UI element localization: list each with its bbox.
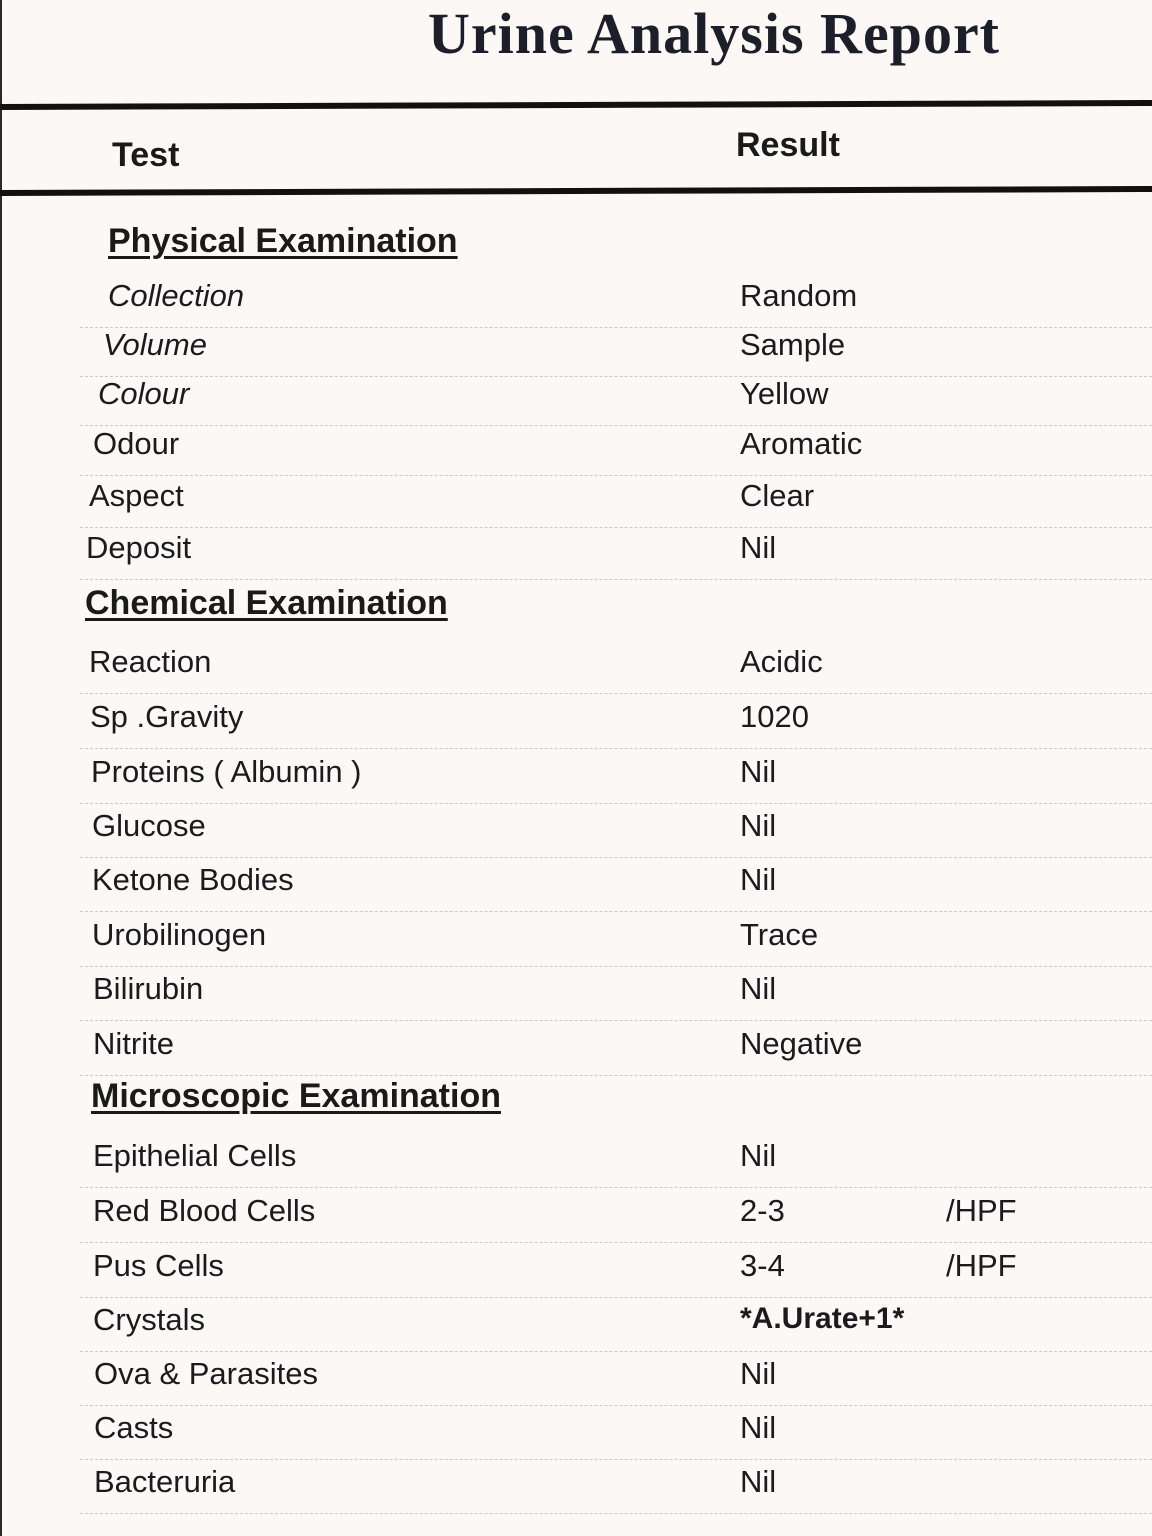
- test-result: Aromatic: [740, 426, 863, 461]
- table-row: [0, 274, 1152, 328]
- row-divider: [80, 579, 1152, 580]
- section-heading-microscopic: Microscopic Examination: [91, 1077, 501, 1115]
- test-label: Nitrite: [93, 1026, 174, 1061]
- table-row: [0, 640, 1152, 694]
- table-row: [0, 967, 1152, 1021]
- result-unit: /HPF: [946, 1193, 1017, 1228]
- test-result: Clear: [740, 478, 815, 513]
- test-label: Bacteruria: [94, 1464, 236, 1499]
- test-result: Random: [740, 278, 858, 313]
- test-label: Odour: [93, 426, 180, 461]
- test-label: Volume: [103, 327, 207, 362]
- test-result: Nil: [740, 862, 777, 897]
- section-heading-physical: Physical Examination: [108, 222, 458, 260]
- test-label: Pus Cells: [93, 1248, 224, 1283]
- table-row: [0, 913, 1152, 967]
- test-label: Urobilinogen: [92, 917, 267, 952]
- test-label: Proteins ( Albumin ): [91, 754, 362, 789]
- test-result: Nil: [740, 971, 777, 1006]
- row-divider: [80, 1187, 1152, 1188]
- result-unit: /HPF: [946, 1248, 1017, 1283]
- row-divider: [80, 1242, 1152, 1243]
- row-divider: [80, 693, 1152, 694]
- header-top-rule: [0, 100, 1152, 110]
- test-result: Negative: [740, 1026, 863, 1061]
- table-row: [0, 323, 1152, 377]
- test-label: Collection: [108, 278, 245, 313]
- test-result: Nil: [740, 1138, 777, 1173]
- table-row: [0, 526, 1152, 580]
- table-row: [0, 372, 1152, 426]
- test-label: Aspect: [89, 478, 184, 513]
- table-row: [0, 858, 1152, 912]
- table-row: [0, 1406, 1152, 1460]
- section-heading-chemical: Chemical Examination: [85, 584, 448, 622]
- test-label: Reaction: [89, 644, 212, 679]
- test-label: Ova & Parasites: [94, 1356, 318, 1391]
- row-divider: [80, 748, 1152, 749]
- table-row: [0, 1460, 1152, 1514]
- test-label: Glucose: [92, 808, 206, 843]
- test-label: Colour: [98, 376, 190, 411]
- test-result: Sample: [740, 327, 846, 362]
- test-result: Nil: [740, 754, 777, 789]
- table-row: [0, 474, 1152, 528]
- table-row: [0, 422, 1152, 476]
- table-row: [0, 804, 1152, 858]
- header-bottom-rule: [0, 186, 1152, 196]
- test-label: Casts: [94, 1410, 174, 1445]
- test-label: Ketone Bodies: [92, 862, 294, 897]
- table-row: [0, 1244, 1152, 1298]
- table-row: [0, 1022, 1152, 1076]
- test-result: 3-4: [740, 1248, 785, 1283]
- report-title: Urine Analysis Report: [428, 1, 1000, 66]
- test-result: 2-3: [740, 1193, 785, 1228]
- row-divider: [80, 1513, 1152, 1514]
- test-result: Yellow: [740, 376, 829, 411]
- row-divider: [80, 1075, 1152, 1076]
- column-header-test: Test: [112, 136, 180, 174]
- table-row: [0, 750, 1152, 804]
- test-result: Acidic: [740, 644, 823, 679]
- test-result: *A.Urate+1*: [740, 1302, 905, 1335]
- test-result: Nil: [740, 1410, 777, 1445]
- row-divider: [80, 1020, 1152, 1021]
- test-label: Red Blood Cells: [93, 1193, 316, 1228]
- table-row: [0, 1298, 1152, 1352]
- test-result: Trace: [740, 917, 819, 952]
- table-row: [0, 1134, 1152, 1188]
- test-result: Nil: [740, 530, 777, 565]
- table-row: [0, 1352, 1152, 1406]
- test-label: Sp .Gravity: [90, 699, 244, 734]
- test-label: Epithelial Cells: [93, 1138, 297, 1173]
- table-row: [0, 1189, 1152, 1243]
- test-result: Nil: [740, 1356, 777, 1391]
- test-label: Deposit: [86, 530, 192, 565]
- table-row: [0, 695, 1152, 749]
- test-result: Nil: [740, 1464, 777, 1499]
- test-result: Nil: [740, 808, 777, 843]
- test-label: Crystals: [93, 1302, 205, 1337]
- column-header-result: Result: [736, 126, 840, 164]
- test-label: Bilirubin: [93, 971, 204, 1006]
- row-divider: [80, 911, 1152, 912]
- test-result: 1020: [740, 699, 809, 734]
